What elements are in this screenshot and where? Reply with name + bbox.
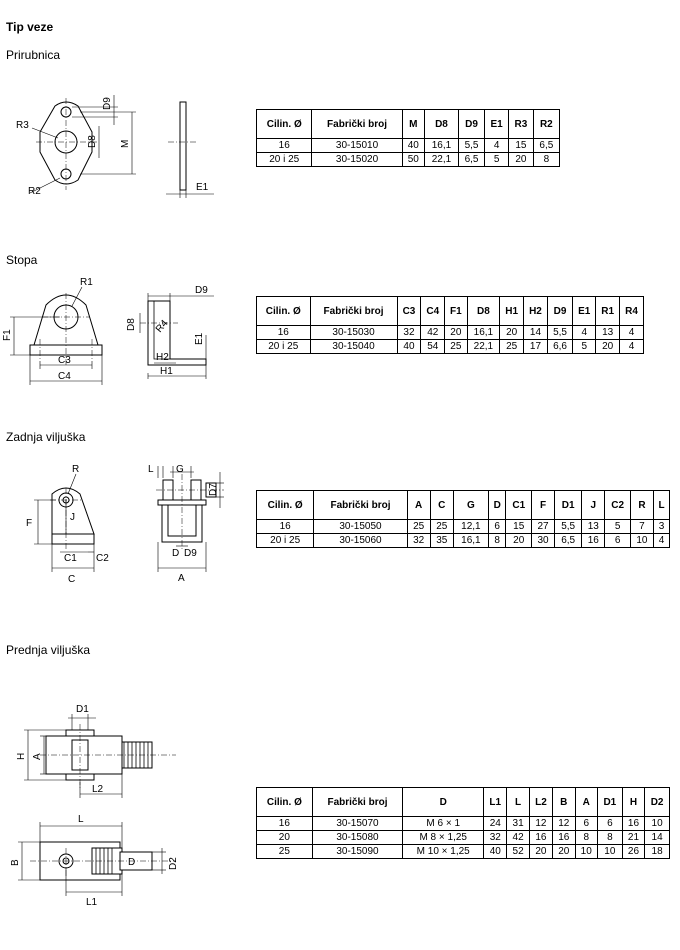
table-cell: 30-15080 <box>312 831 403 845</box>
column-header: Fabrički broj <box>314 491 407 520</box>
table-cell: 25 <box>445 340 467 354</box>
table-cell: 32 <box>397 326 421 340</box>
spec-table-zadnja-viljuska <box>256 490 670 548</box>
dim-label: C1 <box>64 553 77 564</box>
table-cell: 20 <box>596 340 620 354</box>
table-cell: 14 <box>524 326 548 340</box>
dim-label: A <box>32 753 43 760</box>
table-cell: 40 <box>484 845 507 859</box>
table-cell: 24 <box>484 817 507 831</box>
table-cell: 6 <box>488 520 506 534</box>
column-header: E1 <box>485 110 509 139</box>
column-header: L2 <box>529 788 552 817</box>
table-cell: 8 <box>597 831 622 845</box>
table-cell: 21 <box>622 831 644 845</box>
table-row <box>257 139 560 153</box>
table-cell: 16 <box>582 534 605 548</box>
prednja-viljuska-drawing <box>0 700 240 910</box>
table-cell: 25 <box>500 340 524 354</box>
section-heading-prirubnica: Prirubnica <box>6 48 61 62</box>
table-cell: 6,6 <box>547 340 572 354</box>
dim-label: A <box>178 573 185 584</box>
dim-label: L1 <box>86 897 98 908</box>
dim-label: F <box>26 518 33 529</box>
table-cell: 30-15030 <box>310 326 397 340</box>
zadnja-viljuska-drawing <box>0 460 240 585</box>
table-cell: 22,1 <box>467 340 500 354</box>
table-row <box>257 326 644 340</box>
page-title: Tip veze <box>6 20 54 34</box>
table-cell: 20 i 25 <box>257 153 312 167</box>
column-header: R3 <box>509 110 534 139</box>
dim-label: D <box>172 548 180 559</box>
table-cell: 16,1 <box>467 326 500 340</box>
table-cell: 31 <box>507 817 529 831</box>
spec-table-prirubnica <box>256 109 560 167</box>
column-header: R2 <box>533 110 559 139</box>
table-cell: 32 <box>484 831 507 845</box>
section-heading-stopa: Stopa <box>6 253 38 267</box>
column-header: D1 <box>597 788 622 817</box>
table-row <box>257 845 670 859</box>
column-header: G <box>453 491 488 520</box>
dim-label: L <box>148 464 154 475</box>
table-cell: 54 <box>421 340 445 354</box>
table-cell: 30 <box>532 534 555 548</box>
table-cell: 16 <box>257 326 311 340</box>
table-cell: 8 <box>488 534 506 548</box>
table-cell: 30-15020 <box>312 153 402 167</box>
table-cell: 4 <box>573 326 596 340</box>
dim-label: D8 <box>126 318 137 331</box>
column-header: C2 <box>605 491 631 520</box>
table-cell: 25 <box>257 845 313 859</box>
table-cell: 10 <box>645 817 670 831</box>
table-cell: 16 <box>622 817 644 831</box>
column-header: R <box>630 491 653 520</box>
column-header: H2 <box>524 297 548 326</box>
table-header-row <box>257 110 560 139</box>
table-row <box>257 534 670 548</box>
table-cell: M 8 × 1,25 <box>403 831 484 845</box>
dim-label: C2 <box>96 553 109 564</box>
table-cell: 30-15010 <box>312 139 402 153</box>
table-cell: 16,1 <box>453 534 488 548</box>
table-cell: 12 <box>553 817 575 831</box>
dim-label: C <box>68 574 76 585</box>
dim-label: D9 <box>195 285 208 296</box>
table-cell: 10 <box>630 534 653 548</box>
table-cell: 20 i 25 <box>257 534 314 548</box>
column-header: C4 <box>421 297 445 326</box>
table-cell: 16 <box>257 817 313 831</box>
dim-label: J <box>70 512 75 523</box>
dim-label: L <box>78 814 84 825</box>
table-cell: 6,5 <box>533 139 559 153</box>
column-header: D <box>403 788 484 817</box>
table-cell: 16 <box>257 139 312 153</box>
table-cell: 10 <box>597 845 622 859</box>
spec-table-prednja-viljuska <box>256 787 670 859</box>
table-cell: 40 <box>397 340 421 354</box>
table-cell: 6,5 <box>555 534 582 548</box>
table-cell: 20 <box>257 831 313 845</box>
column-header: C <box>430 491 453 520</box>
column-header: D9 <box>547 297 572 326</box>
table-cell: 20 <box>529 845 552 859</box>
table-cell: 27 <box>532 520 555 534</box>
table-cell: 10 <box>575 845 597 859</box>
column-header: L1 <box>484 788 507 817</box>
column-header: Fabrički broj <box>312 110 402 139</box>
table-header-row <box>257 788 670 817</box>
table-cell: 5 <box>573 340 596 354</box>
column-header: Cilin. Ø <box>257 491 314 520</box>
table-cell: 26 <box>622 845 644 859</box>
table-cell: 13 <box>582 520 605 534</box>
table-cell: 13 <box>596 326 620 340</box>
table-cell: 20 <box>553 845 575 859</box>
dim-label: D2 <box>168 857 179 870</box>
dim-label: C3 <box>58 355 71 366</box>
table-cell: 5,5 <box>547 326 572 340</box>
table-cell: 30-15050 <box>314 520 407 534</box>
column-header: Cilin. Ø <box>257 110 312 139</box>
column-header: F1 <box>445 297 467 326</box>
column-header: H1 <box>500 297 524 326</box>
table-cell: 17 <box>524 340 548 354</box>
column-header: Fabrički broj <box>312 788 403 817</box>
table-row <box>257 520 670 534</box>
dim-label: D <box>128 857 136 868</box>
table-cell: 12 <box>529 817 552 831</box>
table-cell: 3 <box>654 520 670 534</box>
column-header: D9 <box>458 110 484 139</box>
dim-label: D7 <box>208 483 219 496</box>
column-header: D2 <box>645 788 670 817</box>
table-cell: 25 <box>430 520 453 534</box>
column-header: D8 <box>425 110 459 139</box>
dim-label: H2 <box>156 352 169 363</box>
table-cell: 35 <box>430 534 453 548</box>
column-header: L <box>507 788 529 817</box>
table-cell: 4 <box>485 139 509 153</box>
table-cell: 5,5 <box>555 520 582 534</box>
column-header: J <box>582 491 605 520</box>
dim-label: E1 <box>196 182 209 193</box>
dim-label: D8 <box>87 135 98 148</box>
column-header: D8 <box>467 297 500 326</box>
table-row <box>257 817 670 831</box>
table-cell: 6 <box>605 534 631 548</box>
table-cell: 20 i 25 <box>257 340 311 354</box>
table-cell: 15 <box>509 139 534 153</box>
table-cell: 30-15070 <box>312 817 403 831</box>
table-cell: 40 <box>402 139 424 153</box>
table-cell: 14 <box>645 831 670 845</box>
table-cell: 6,5 <box>458 153 484 167</box>
table-cell: 16 <box>257 520 314 534</box>
column-header: R4 <box>620 297 644 326</box>
spec-table-stopa <box>256 296 644 354</box>
dim-label: D9 <box>102 97 113 110</box>
table-cell: 6 <box>597 817 622 831</box>
column-header: C3 <box>397 297 421 326</box>
table-cell: 4 <box>620 340 644 354</box>
table-cell: 5 <box>485 153 509 167</box>
table-cell: 50 <box>402 153 424 167</box>
table-cell: 20 <box>445 326 467 340</box>
column-header: R1 <box>596 297 620 326</box>
dim-label: H <box>16 752 27 760</box>
table-cell: 12,1 <box>453 520 488 534</box>
dim-label: B <box>10 859 21 866</box>
dim-label: G <box>176 464 184 475</box>
dim-label: R3 <box>16 120 29 131</box>
table-header-row <box>257 297 644 326</box>
table-cell: 22,1 <box>425 153 459 167</box>
table-cell: 20 <box>506 534 532 548</box>
dim-label: L2 <box>92 784 104 795</box>
table-cell: 18 <box>645 845 670 859</box>
column-header: F <box>532 491 555 520</box>
table-cell: 30-15060 <box>314 534 407 548</box>
dim-label: R4 <box>153 318 171 335</box>
table-cell: 32 <box>407 534 430 548</box>
dim-label: E1 <box>194 332 205 345</box>
dim-label: D9 <box>184 548 197 559</box>
table-row <box>257 340 644 354</box>
table-cell: 42 <box>507 831 529 845</box>
column-header: Cilin. Ø <box>257 788 313 817</box>
table-cell: M 10 × 1,25 <box>403 845 484 859</box>
column-header: Cilin. Ø <box>257 297 311 326</box>
dim-label: H1 <box>160 366 173 377</box>
table-cell: 15 <box>506 520 532 534</box>
table-cell: 42 <box>421 326 445 340</box>
table-cell: 30-15090 <box>312 845 403 859</box>
table-cell: 20 <box>509 153 534 167</box>
column-header: C1 <box>506 491 532 520</box>
table-cell: 5,5 <box>458 139 484 153</box>
dim-label: R1 <box>80 277 93 288</box>
column-header: B <box>553 788 575 817</box>
dim-label: R <box>72 464 80 475</box>
prirubnica-drawing <box>0 90 240 210</box>
table-cell: 25 <box>407 520 430 534</box>
table-cell: 5 <box>605 520 631 534</box>
dim-label: C4 <box>58 371 71 382</box>
section-heading-zadnja-viljuska: Zadnja viljuška <box>6 430 86 444</box>
dim-label: R2 <box>28 186 41 197</box>
column-header: E1 <box>573 297 596 326</box>
section-heading-prednja-viljuska: Prednja viljuška <box>6 643 91 657</box>
column-header: D1 <box>555 491 582 520</box>
table-cell: 4 <box>654 534 670 548</box>
table-cell: 7 <box>630 520 653 534</box>
table-cell: 20 <box>500 326 524 340</box>
column-header: A <box>407 491 430 520</box>
column-header: L <box>654 491 670 520</box>
table-row <box>257 831 670 845</box>
table-cell: 8 <box>533 153 559 167</box>
column-header: D <box>488 491 506 520</box>
table-cell: 16,1 <box>425 139 459 153</box>
dim-label: M <box>120 139 131 148</box>
table-cell: 6 <box>575 817 597 831</box>
dim-label: D1 <box>76 704 89 715</box>
table-cell: 4 <box>620 326 644 340</box>
column-header: A <box>575 788 597 817</box>
table-cell: 16 <box>529 831 552 845</box>
table-header-row <box>257 491 670 520</box>
table-cell: M 6 × 1 <box>403 817 484 831</box>
column-header: Fabrički broj <box>310 297 397 326</box>
stopa-drawing <box>0 275 240 390</box>
column-header: M <box>402 110 424 139</box>
column-header: H <box>622 788 644 817</box>
table-cell: 30-15040 <box>310 340 397 354</box>
table-cell: 8 <box>575 831 597 845</box>
table-cell: 16 <box>553 831 575 845</box>
dim-label: F1 <box>2 329 13 341</box>
table-cell: 52 <box>507 845 529 859</box>
table-row <box>257 153 560 167</box>
